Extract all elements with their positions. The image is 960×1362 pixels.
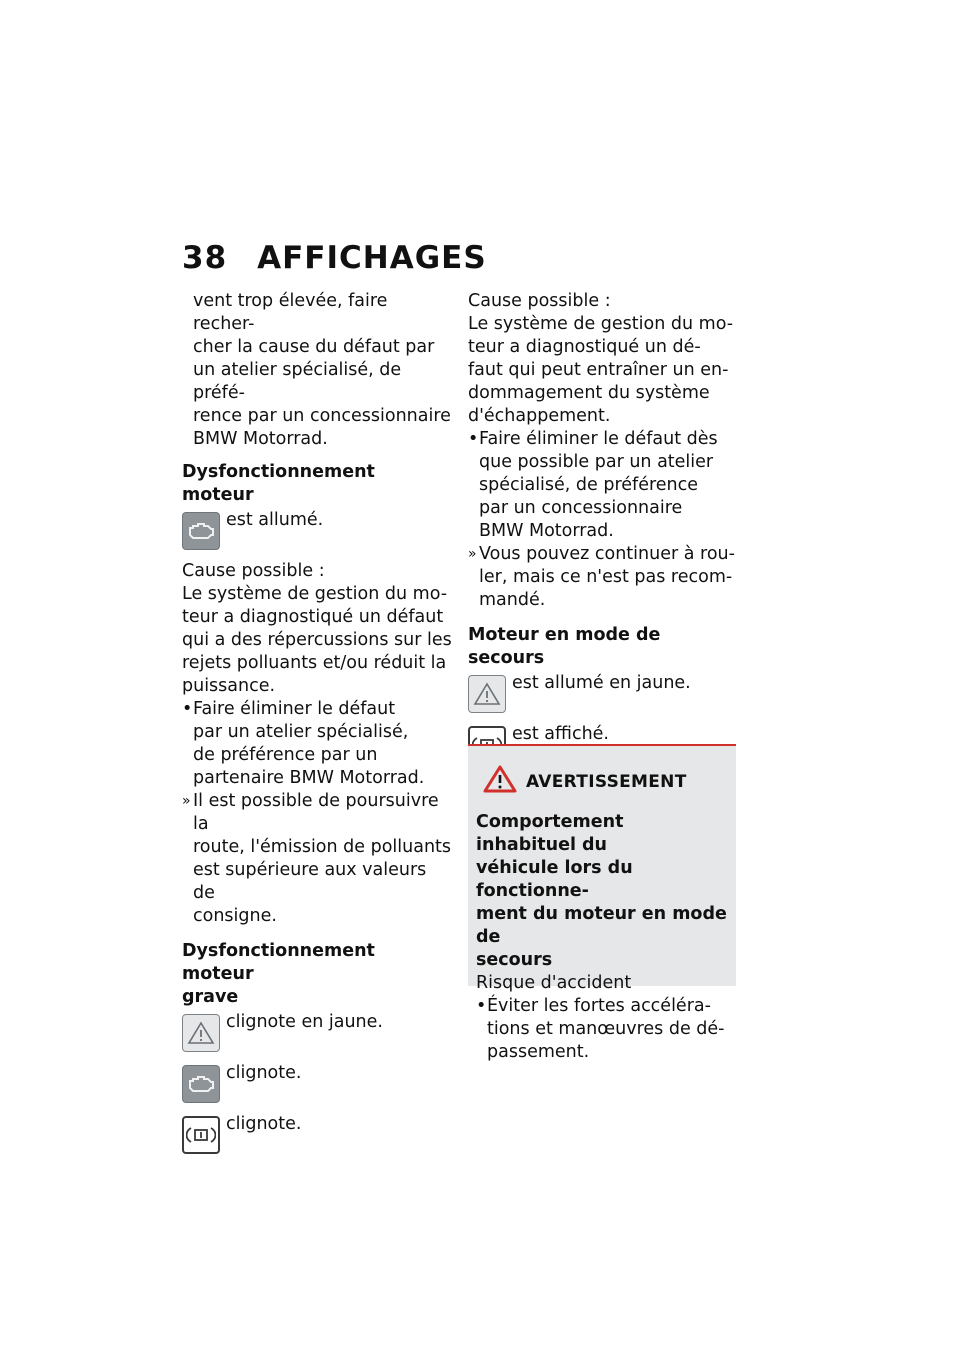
text-line: BMW Motorrad.	[193, 429, 328, 449]
result-arrow-icon: »	[468, 546, 477, 562]
text-line: d'échappement.	[468, 406, 611, 426]
text-line: que possible par un atelier	[479, 452, 714, 472]
text-line: ment du moteur en mode de	[476, 904, 727, 947]
section-heading-limp-mode: Moteur en mode de secours	[468, 625, 661, 668]
text-line: BMW Motorrad.	[479, 521, 614, 541]
text-line: secours	[476, 950, 553, 970]
text-line: mandé.	[479, 590, 546, 610]
text-line: un atelier spécialisé, de préfé-	[193, 360, 402, 403]
text-line: par un concessionnaire	[479, 498, 683, 518]
warning-triangle-red-icon	[482, 764, 518, 801]
cause-label: Cause possible :	[468, 291, 611, 311]
engine-warning-icon	[182, 512, 220, 550]
indicator-row	[182, 1113, 452, 1154]
text-line: de préférence par un	[193, 745, 378, 765]
section-heading-severe-fault	[182, 940, 452, 1009]
text-line: Vous pouvez continuer à rou-	[479, 544, 735, 564]
text-line: Faire éliminer le défaut dès	[479, 429, 718, 449]
indicator-text: est allumé en jaune.	[512, 673, 691, 693]
indicator-text: clignote en jaune.	[226, 1012, 383, 1032]
warning-title-row	[482, 764, 728, 801]
text-line: rejets polluants et/ou réduit la	[182, 653, 447, 673]
indicator-row	[182, 1011, 452, 1052]
bullet-item	[468, 428, 738, 543]
text-line: cher la cause du défaut par	[193, 337, 435, 357]
bullet-dot-icon: •	[468, 429, 479, 449]
text-line: ler, mais ce n'est pas recom-	[479, 567, 733, 587]
text-line: tions et manœuvres de dé-	[487, 1019, 725, 1039]
text-line: grave	[182, 987, 239, 1007]
text-line: teur a diagnostiqué un défaut	[182, 607, 444, 627]
warning-triangle-icon	[468, 675, 506, 713]
text-line: dommagement du système	[468, 383, 710, 403]
bullet-dot-icon: •	[476, 996, 487, 1016]
text-line: qui a des répercussions sur les	[182, 630, 452, 650]
text-line: Dysfonctionnement moteur	[182, 941, 375, 984]
text-line: puissance.	[182, 676, 276, 696]
cause-label: Cause possible :	[182, 561, 325, 581]
indicator-row	[182, 509, 452, 550]
text-line: est supérieure aux valeurs de	[193, 860, 427, 903]
indicator-text: est affiché.	[512, 724, 609, 744]
text-line: faut qui peut entraîner un en-	[468, 360, 729, 380]
indicator-row	[468, 672, 738, 713]
text-line: par un atelier spécialisé,	[193, 722, 409, 742]
text-line: véhicule lors du fonctionne-	[476, 858, 633, 901]
section-heading-engine-fault: Dysfonctionnement moteur	[182, 462, 375, 505]
indicator-text: clignote.	[226, 1114, 302, 1134]
page-number: 38	[182, 240, 228, 276]
indicator-text: clignote.	[226, 1063, 302, 1083]
result-item	[468, 543, 738, 612]
text-line: passement.	[487, 1042, 590, 1062]
text-line: route, l'émission de polluants	[193, 837, 452, 857]
intro-paragraph	[182, 290, 452, 451]
text-line: Faire éliminer le défaut	[193, 699, 396, 719]
bullet-item	[476, 995, 728, 1064]
warning-title: AVERTISSEMENT	[526, 772, 687, 792]
drive-fault-icon	[182, 1116, 220, 1154]
warning-risk: Risque d'accident	[476, 973, 632, 993]
indicator-row	[182, 1062, 452, 1103]
bullet-item	[182, 698, 452, 790]
page-title: AFFICHAGES	[257, 240, 487, 276]
text-line: partenaire BMW Motorrad.	[193, 768, 425, 788]
bullet-dot-icon: •	[182, 699, 193, 719]
text-line: vent trop élevée, faire recher-	[193, 291, 388, 334]
text-line: Le système de gestion du mo-	[182, 584, 448, 604]
warning-triangle-icon	[182, 1014, 220, 1052]
text-line: Comportement inhabituel du	[476, 812, 624, 855]
text-line: Il est possible de poursuivre la	[193, 791, 439, 834]
page-header	[182, 240, 487, 276]
warning-box	[468, 744, 736, 1062]
warning-headline	[476, 811, 728, 972]
text-line: Le système de gestion du mo-	[468, 314, 734, 334]
text-line: Éviter les fortes accéléra-	[487, 996, 711, 1016]
right-column	[468, 290, 738, 774]
text-line: rence par un concessionnaire	[193, 406, 451, 426]
text-line: consigne.	[193, 906, 277, 926]
text-line: teur a diagnostiqué un dé-	[468, 337, 701, 357]
result-arrow-icon: »	[182, 793, 191, 809]
indicator-text: est allumé.	[226, 510, 324, 530]
engine-warning-icon	[182, 1065, 220, 1103]
text-line: spécialisé, de préférence	[479, 475, 699, 495]
result-item	[182, 790, 452, 928]
left-column	[182, 290, 452, 1164]
